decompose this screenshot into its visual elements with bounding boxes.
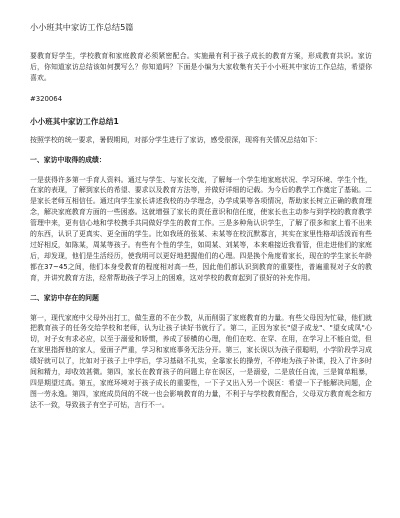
document-id: #320064 — [30, 94, 63, 103]
document-title: 小小班其中家访工作总结5篇 — [30, 22, 134, 32]
intro-paragraph: 要教育好学生，学校教育和家庭教育必须紧密配合。实施最有利于孩子成长的教育方案，形成教育共识。家访后，你知道家访总结该如何撰写么？你知道吗？下面是小编为大家收集有关于小小班其中家访工作总结，希望你喜欢。 — [30, 52, 372, 82]
opening-paragraph: 按照学校的统一要求，暑假期间，对部分学生进行了家访，感受很深，现将有关情况总结如下： — [30, 135, 322, 144]
section-title: 小小班其中家访工作总结1 — [30, 116, 119, 126]
heading-achievements: 一、家访中取得的成绩： — [30, 155, 106, 164]
problems-paragraph: 第一，现代家庭中父母外出打工，做生意的不在少数，从而削弱了家庭教育的力量。有些父母因为忙碌，他们就把教育孩子的任务交给学校和老师，认为让孩子读好书就行了。第二，正因为家长"望子成龙"、"望女成凤"心切，对子女有求必应，以至于溺爱和娇惯，养成了骄横的心理，他们在吃、在穿、在用，在学习上不能自觉，但在家里指挥他的家人，爱面子严重，学习和家庭事务无法分开。第三，家长误以为孩子很聪明，小学阶段学习成绩好就可以了，比如对于孩子上中学后，学习基础不扎实，全靠家长的操劳，不停地为孩子补课，投入了许多时间和精力，却收效甚微。第四，家长在教育孩子的问题上存在误区，一是溺爱，二是放任自流，三是简单粗暴，四是期望过高。第五，家庭环境对于孩子成长的重要性，一下子又出入另一个误区：希望一下子能解决问题，企图一劳永逸。第四，家庭成员间的不统一也会影响教育的力量，不利于与学校教育配合，父母双方教育观念和方法不一致，导致孩子有空子可钻，言行不一。 — [30, 313, 372, 409]
document-page — [30, 22, 372, 411]
heading-problems: 二、家访中存在的问题 — [30, 293, 99, 302]
achievements-paragraph: 一是获得许多第一手育人资料。通过与学生、与家长交流，了解每一个学生地家庭状况、学习环境、学生个性，在家的表现，了解到家长的希望、要求以及教育方法等，并做好详细的记载。为今后的教学工作奠定了基础。二是家长老师互相信任。通过向学生家长讲述我校的办学理念，办学成果等各项情况，帮助家长树立正确的教育理念，解决家庭教育方面的一些困惑。这就增强了家长的责任意识和信任度，使家长也主动参与到学校的教育教学管理中来，更有信心地和学校携手共同做好学生的教育工作。三是多种角认识学生，了解了很多和家上看不出来的东西，认识了更真实、更全面的学生。比如我班的张某、未某等在校沉默寡言，其实在家里性格却活泼而有些过好相反，如陈某，周某等孩子。有些有个性的学生，如周某、刘某等，本来难接近我看管，但走进他们的家庭后，却发现，他们是生活经历，使我明可以更好地把握他们的心理。四是换个角度看家长，现在的学生家长年龄都在37~45之间，他们本身受教育的程度相对高一些，因此他们都认识到教育的重要性，普遍重视对子女的教育，并讲究教育方法，经常帮助孩子学习上的困难，这对学校的教育起到了很好的补充作用。 — [30, 175, 372, 282]
